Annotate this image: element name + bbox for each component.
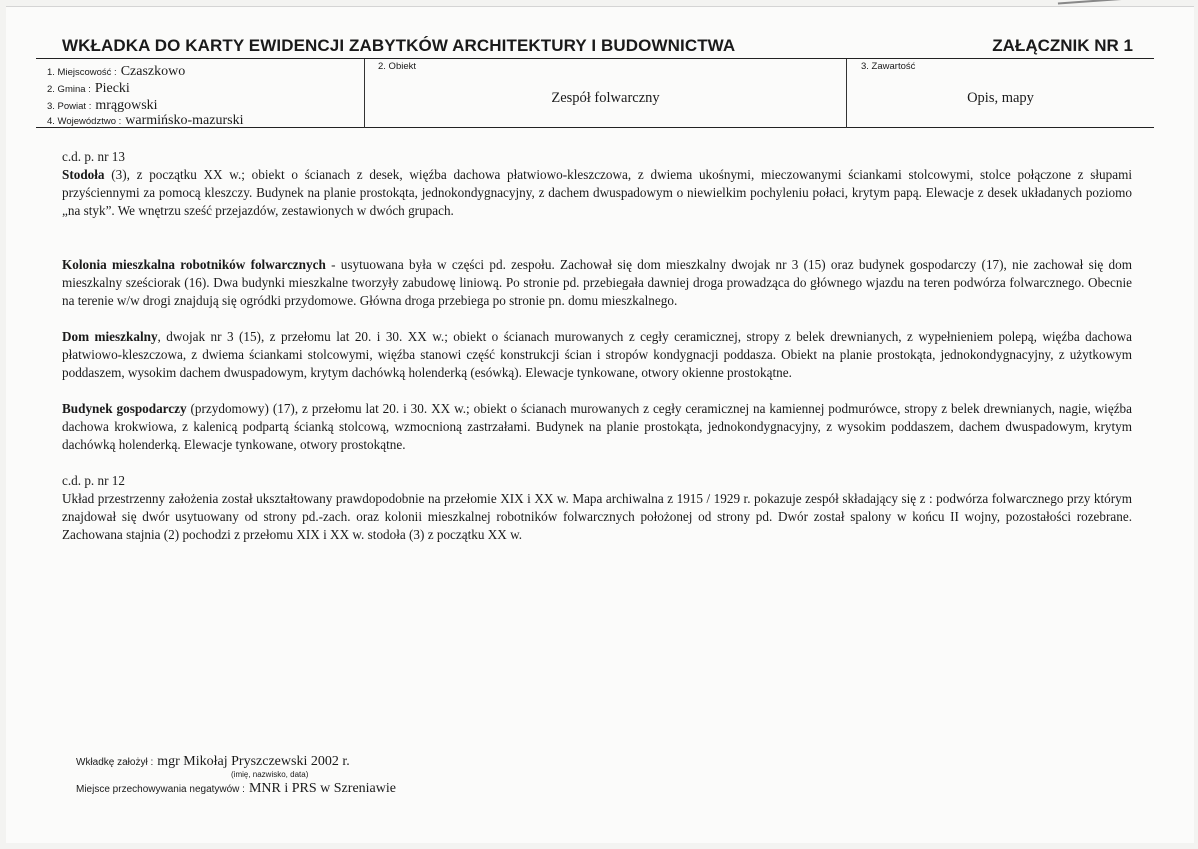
- reference-12: c.d. p. nr 12: [62, 473, 125, 488]
- storage-value: MNR i PRS w Szreniawie: [248, 781, 396, 796]
- kolonia-text: - usytuowana była w części pd. zespołu. Zachował się dom mieszkalny dwojak nr 3 (15) oraz budynek gospodarczy (17), nie zachował się dom mieszkalny sześciorak (16). Dwa budynki mieszkalne tworzyły zabudowę liniową. Po stronie pd. przebiegała dawniej droga prowadząca do głównego wjazdu na teren podwórza folwarcznego. Obecnie na terenie w/w drogi znajdują się ogródki przydomowe. Główna droga przebiega po stronie pn. domu mieszkalnego.: [62, 257, 1132, 308]
- miejscowosc-value: Czaszkowo: [120, 64, 186, 79]
- header-top-rule: [36, 58, 1154, 59]
- dom-text: , dwojak nr 3 (15), z przełomu lat 20. i 30. XX w.; obiekt o ścianach murowanych z cegły ceramicznej, stropy z belek drewnianych, z wypełnieniem polepą, więźba dachowa płatwiowo-kleszczowa, z dwiema ściankami stolcowymi, więźba stanowi część konstrukcji ścian i stropów kondygnacji poddasza. Obiekt na planie prostokąta, jednokondygnacyjny, z użytkowym poddaszem, wysokim dachem dwuspadowym, krytym dachówką holenderką (esówką). Elewacje tynkowane, otwory okienne prostokątne.: [62, 329, 1132, 380]
- stodola-heading: Stodoła: [62, 167, 105, 182]
- gmina-label: 2. Gmina :: [47, 84, 91, 95]
- zawartosc-label: 3. Zawartość: [861, 61, 916, 72]
- description-body: [62, 148, 1132, 544]
- storage-label: Miejsce przechowywania negatywów :: [76, 784, 245, 795]
- powiat-label: 3. Powiat :: [47, 101, 92, 112]
- budynek-text: (przydomowy) (17), z przełomu lat 20. i 30. XX w.; obiekt o ścianach murowanych z cegły ceramicznej na kamiennej podmurówce, stropy z belek drewnianych, nagie, więźba dachowa krokwiowa, z kalenicą podpartą ścianką stolcową, wzmocnioną zastrzałami. Budynek na planie prostokąta, jednokondygnacyjny, z wysokim poddaszem, dachem dwuspadowym, krytym dachówką holenderką. Elewacje tynkowane, otwory prostokątne.: [62, 401, 1133, 452]
- form-title: WKŁADKA DO KARTY EWIDENCJI ZABYTKÓW ARCHITEKTURY I BUDOWNICTWA: [62, 36, 736, 55]
- powiat-value: mrągowski: [95, 98, 158, 113]
- paragraph-stodola: [62, 166, 1132, 220]
- footer-storage: [76, 779, 396, 797]
- wojewodztwo-label: 4. Województwo :: [47, 116, 122, 127]
- zawartosc-value: Opis, mapy: [967, 90, 1034, 106]
- wojewodztwo-value: warmińsko-mazurski: [125, 113, 244, 128]
- field-wojewodztwo: [47, 111, 243, 129]
- stodola-text: (3), z początku XX w.; obiekt o ścianach z desek, więźba dachowa płatwiowo-kleszczowa, z dwiema ukośnymi, mieczowanymi ściankami stolcowymi, stolce połączone z słupami przyściennymi za pomocą kleszczy. Budynek na planie prostokąta, jednokondygnacyjny, z dachem dwuspadowym o niewielkim pochyleniu połaci, krytym papą. Elewacje z desek układanych poziomo „na styk”. We wnętrzu sześć przejazdów, zestawionych w dwóch grupach.: [62, 167, 1132, 218]
- obiekt-label: 2. Obiekt: [378, 61, 417, 72]
- author-value: mgr Mikołaj Pryszczewski 2002 r.: [157, 754, 350, 769]
- paragraph-dom: [62, 328, 1132, 382]
- reference-13: c.d. p. nr 13: [62, 149, 125, 164]
- budynek-heading: Budynek gospodarczy: [62, 401, 187, 416]
- author-label: Wkładkę założył :: [76, 757, 154, 768]
- paragraph-kolonia: [62, 256, 1132, 310]
- paragraph-uklad: Układ przestrzenny założenia został ukształtowany prawdopodobnie na przełomie XIX i XX w. Mapa archiwalna z 1915 / 1929 r. pokazuje zespół składający się z : podwórza folwarcznego przy którym znajdował się dwór usytuowany od strony pd.-zach. oraz kolonii mieszkalnej robotników folwarcznych położonej od strony pd. Dwór został spalony w końcu II wojny, pozostałości rozebrane. Zachowana stajnia (2) pochodzi z przełomu XIX i XX w. stodoła (3) z początku XX w.: [62, 491, 1132, 542]
- field-gmina: [47, 79, 130, 97]
- paragraph-budynek: [62, 400, 1132, 454]
- kolonia-heading: Kolonia mieszkalna robotników folwarcznych: [62, 257, 326, 272]
- dom-heading: Dom mieszkalny: [62, 329, 158, 344]
- obiekt-value: Zespół folwarczny: [551, 90, 660, 106]
- author-caption: (imię, nazwisko, data): [231, 770, 309, 779]
- gmina-value: Piecki: [94, 81, 130, 96]
- miejscowosc-label: 1. Miejscowość :: [47, 67, 117, 78]
- footer-author: [76, 752, 350, 770]
- attachment-number: ZAŁĄCZNIK NR 1: [992, 36, 1133, 55]
- field-miejscowosc: [47, 62, 185, 80]
